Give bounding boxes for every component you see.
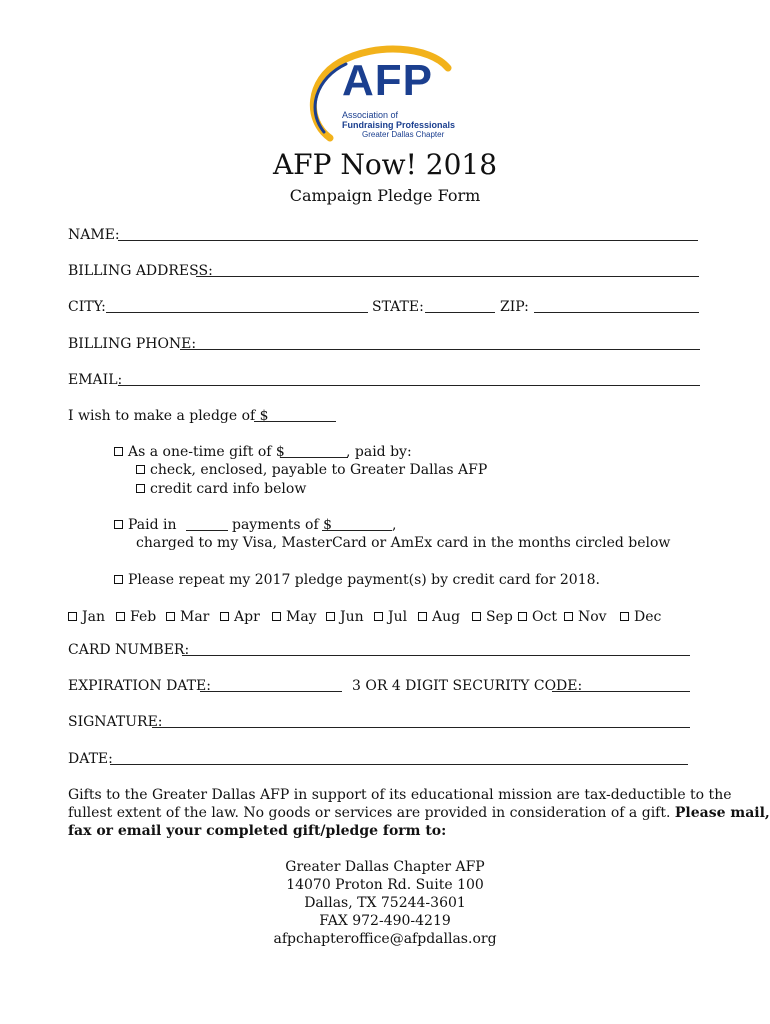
email-label: EMAIL: (68, 372, 123, 388)
month-mar[interactable] (166, 608, 209, 626)
page-title: AFP Now! 2018 (272, 148, 498, 181)
month-label: Dec (634, 609, 662, 625)
page-subtitle: Campaign Pledge Form (289, 186, 481, 205)
month-checkbox[interactable] (272, 612, 281, 621)
month-label: Sep (486, 609, 513, 625)
month-label: Jul (388, 609, 408, 625)
check-label: check, enclosed, payable to Greater Dallas AFP (150, 462, 488, 478)
month-nov[interactable] (564, 608, 607, 626)
credit-option[interactable] (136, 480, 306, 498)
paid-by-label: , paid by: (346, 444, 412, 460)
expiration-label: EXPIRATION DATE: (68, 678, 211, 694)
one-time-amount-field[interactable] (280, 457, 348, 458)
expiration-field[interactable] (200, 691, 342, 692)
footer-text-1: Gifts to the Greater Dallas AFP in support of its educational mission are tax-deductible to the (68, 787, 732, 803)
month-checkbox[interactable] (68, 612, 77, 621)
month-checkbox[interactable] (116, 612, 125, 621)
address-line-2: 14070 Proton Rd. Suite 100 (286, 877, 484, 893)
paid-in-label: Paid in (128, 517, 177, 533)
name-field[interactable] (118, 240, 698, 241)
charged-text: charged to my Visa, MasterCard or AmEx card in the months circled below (136, 535, 671, 551)
footer-text-3: fax or email your completed gift/pledge form to: (68, 823, 447, 839)
zip-field[interactable] (534, 312, 699, 313)
city-field[interactable] (106, 312, 368, 313)
paid-in-checkbox[interactable] (114, 520, 123, 529)
month-checkbox[interactable] (374, 612, 383, 621)
month-label: Oct (532, 609, 557, 625)
logo-acronym: AFP (342, 56, 433, 105)
repeat-option[interactable] (114, 571, 600, 589)
month-label: Aug (432, 609, 461, 625)
payments-count-field[interactable] (186, 530, 228, 531)
address-line-3: Dallas, TX 75244-3601 (304, 895, 466, 911)
month-checkbox[interactable] (326, 612, 335, 621)
month-label: Mar (180, 609, 210, 625)
month-checkbox[interactable] (166, 612, 175, 621)
month-checkbox[interactable] (518, 612, 527, 621)
one-time-checkbox[interactable] (114, 447, 123, 456)
billing-address-label: BILLING ADDRESS: (68, 263, 213, 279)
month-label: May (286, 609, 317, 625)
zip-label: ZIP: (500, 299, 529, 315)
signature-label: SIGNATURE: (68, 714, 163, 730)
billing-address-field[interactable] (196, 276, 699, 277)
state-field[interactable] (425, 312, 495, 313)
month-apr[interactable] (220, 608, 260, 626)
card-number-label: CARD NUMBER: (68, 642, 190, 658)
date-label: DATE: (68, 751, 113, 767)
month-checkbox[interactable] (564, 612, 573, 621)
security-code-label: 3 OR 4 DIGIT SECURITY CODE: (352, 678, 583, 694)
logo-line-1: Association of (342, 110, 399, 120)
month-checkbox[interactable] (472, 612, 481, 621)
check-option[interactable] (136, 461, 487, 479)
month-aug[interactable] (418, 608, 460, 626)
pledge-intro: I wish to make a pledge of $ (68, 408, 269, 424)
paid-in-option[interactable] (114, 516, 177, 534)
city-label: CITY: (68, 299, 106, 315)
signature-field[interactable] (152, 727, 690, 728)
month-sep[interactable] (472, 608, 513, 626)
pledge-amount-field[interactable] (254, 421, 336, 422)
logo-line-3: Greater Dallas Chapter (362, 130, 445, 139)
month-label: Feb (130, 609, 157, 625)
card-number-field[interactable] (182, 655, 690, 656)
address-fax: FAX 972-490-4219 (319, 913, 451, 929)
month-may[interactable] (272, 608, 317, 626)
one-time-label: As a one-time gift of $ (128, 444, 285, 460)
month-checkbox[interactable] (620, 612, 629, 621)
one-time-option[interactable] (114, 443, 285, 461)
security-code-field[interactable] (552, 691, 690, 692)
month-checkbox[interactable] (220, 612, 229, 621)
payments-of-label: payments of $ (232, 517, 333, 533)
month-feb[interactable] (116, 608, 156, 626)
month-dec[interactable] (620, 608, 661, 626)
footer-text-2-bold: Please mail, (674, 805, 770, 821)
payments-comma: , (392, 517, 397, 533)
repeat-checkbox[interactable] (114, 575, 123, 584)
month-oct[interactable] (518, 608, 557, 626)
email-field[interactable] (118, 385, 700, 386)
month-jul[interactable] (374, 608, 407, 626)
month-jan[interactable] (68, 608, 105, 626)
check-checkbox[interactable] (136, 465, 145, 474)
month-label: Nov (578, 609, 607, 625)
footer-text-2-regular: fullest extent of the law. No goods or services are provided in consideration of a gift. (68, 805, 671, 821)
repeat-label: Please repeat my 2017 pledge payment(s) by credit card for 2018. (128, 572, 600, 588)
address-email: afpchapteroffice@afpdallas.org (273, 931, 497, 947)
credit-label: credit card info below (150, 481, 307, 497)
afp-logo (300, 40, 470, 150)
billing-phone-label: BILLING PHONE: (68, 336, 197, 352)
month-label: Jun (340, 609, 364, 625)
logo-line-2: Fundraising Professionals (342, 120, 456, 130)
state-label: STATE: (372, 299, 424, 315)
billing-phone-field[interactable] (180, 349, 700, 350)
date-field[interactable] (110, 764, 688, 765)
address-line-1: Greater Dallas Chapter AFP (285, 859, 485, 875)
month-label: Apr (234, 609, 260, 625)
footer-text-2 (68, 804, 770, 822)
month-label: Jan (82, 609, 105, 625)
name-label: NAME: (68, 227, 120, 243)
month-checkbox[interactable] (418, 612, 427, 621)
credit-checkbox[interactable] (136, 484, 145, 493)
month-jun[interactable] (326, 608, 364, 626)
payment-amount-field[interactable] (322, 530, 392, 531)
